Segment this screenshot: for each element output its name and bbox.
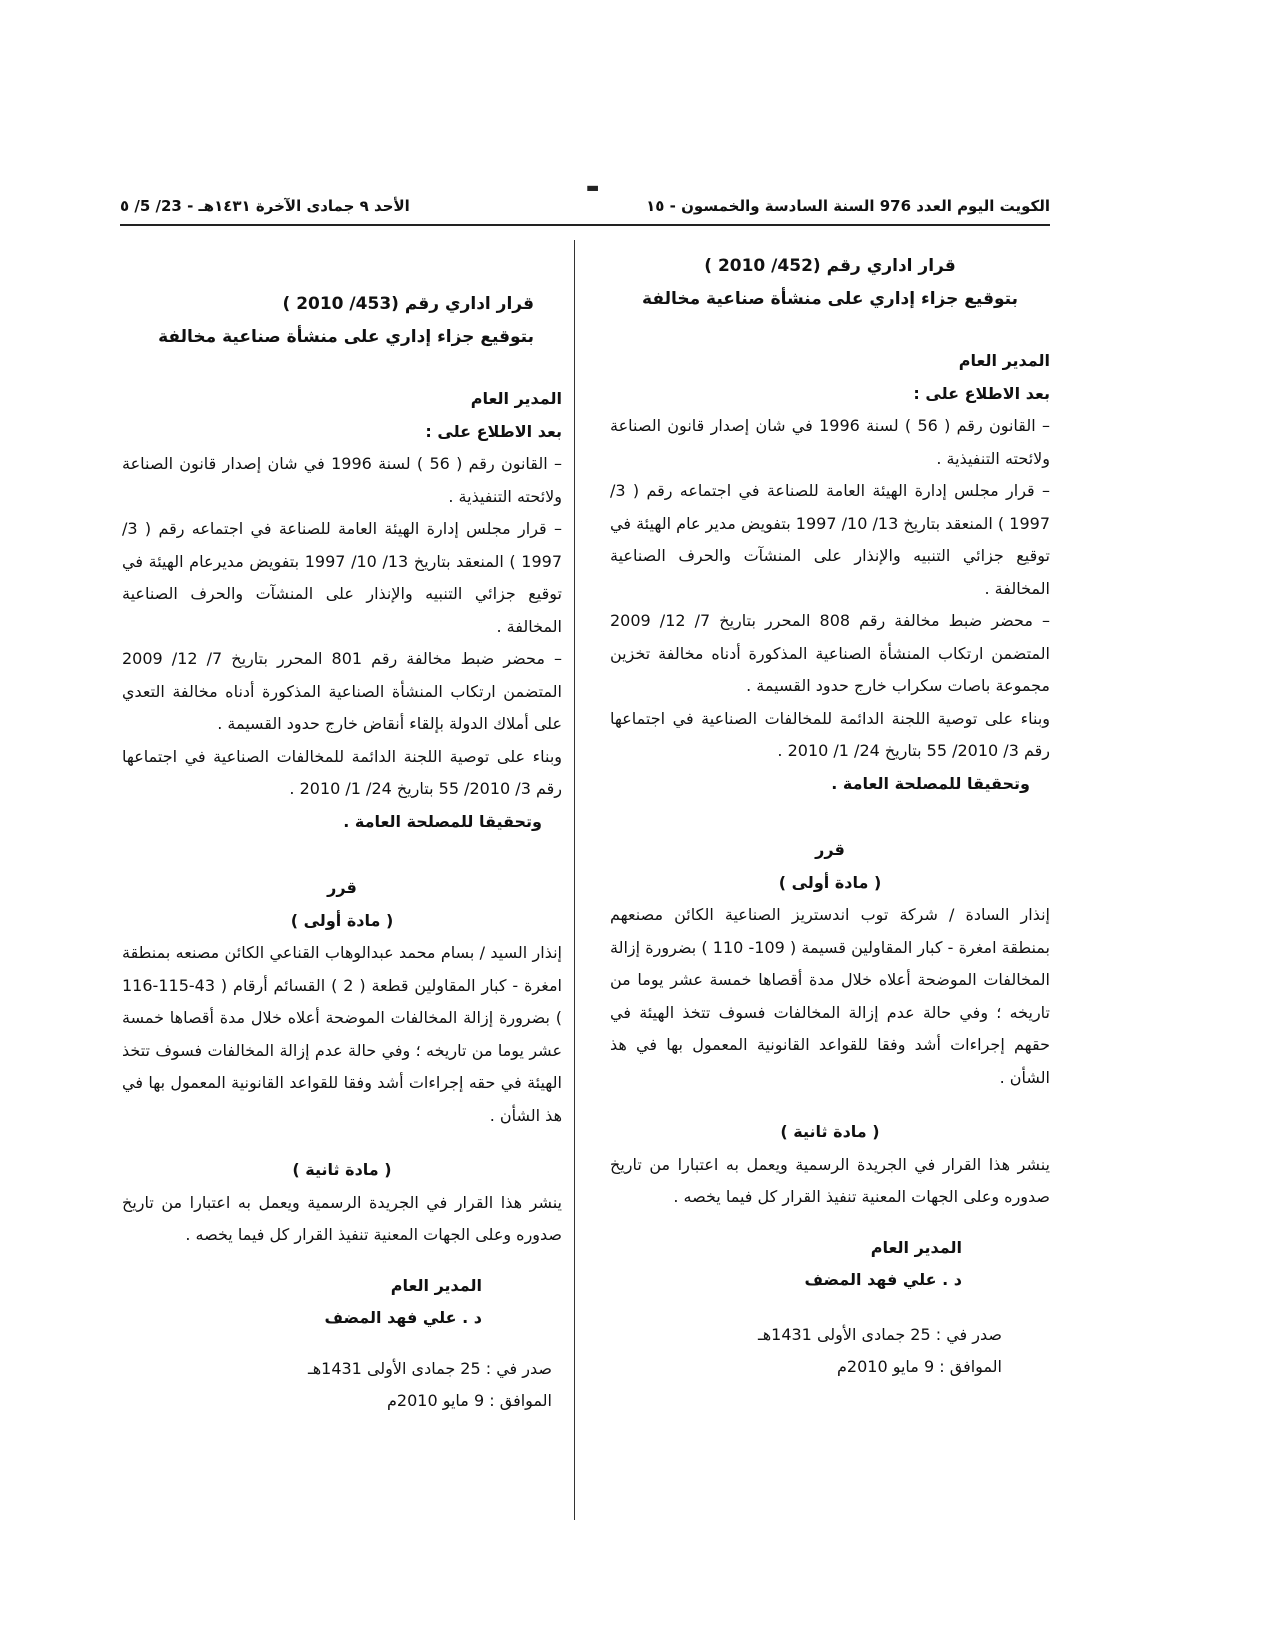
article-one-title: ( مادة أولى ) [778,872,882,892]
signature-title: المدير العام [390,1275,482,1295]
decree-title: قرار اداري رقم (452/ 2010 ) [704,256,956,276]
issue-date-block [610,1319,1050,1384]
header-rule [120,224,1050,226]
recital-paragraph: – القانون رقم ( 56 ) لسنة 1996 في شان إصدار قانون الصناعة ولائحته التنفيذية . [610,416,1051,468]
article-one-title: ( مادة أولى ) [290,910,394,930]
article-two-title: ( مادة ثانية ) [780,1122,880,1141]
signature-title: المدير العام [870,1237,962,1257]
decided-heading: قرر [327,878,357,897]
decree-452-column [610,250,1050,1384]
signature-block [122,1270,562,1335]
header-issue: الكويت اليوم العدد 976 السنة السادسة والخمسون - ١٥ [646,197,1050,215]
decided-heading: قرر [815,840,845,859]
recital-paragraph: – محضر ضبط مخالفة رقم 801 المحرر بتاريخ 7/ 12/ 2009 المتضمن ارتكاب المنشأة الصناعية المذكورة أدناه مخالفة التعدي على أملاك الدولة بإلقاء أنقاض خارج حدود القسيمة . [122,649,562,733]
article-one-text: إنذار السيد / بسام محمد عبدالوهاب القناعي الكائن مصنعه بمنطقة امغرة - كبار المقاولين قطعة ( 2 ) القسائم أرقام ( 43-115-116 ) بضرورة إزالة المخالفات الموضحة أعلاه خلال مدة أقصاها خمسة عشر يوما من تاريخه ؛ وفي حالة عدم إزالة المخالفات فسوف تتخذ الهيئة في حقه إجراءات أشد وفقا للقواعد القانونية المعمول بها في هذ الشأن . [122,943,562,1125]
issue-date-block [122,1353,562,1418]
recital-paragraph: – محضر ضبط مخالفة رقم 808 المحرر بتاريخ 7/ 12/ 2009 المتضمن ارتكاب المنشأة الصناعية المذكورة أدناه مخالفة تخزين مجموعة باصات سكراب خارج حدود القسيمة . [610,611,1050,695]
column-divider [574,240,575,1520]
signature-name: د . علي فهد المضف [804,1270,962,1289]
decree-453-column [122,288,562,1418]
signature-name: د . علي فهد المضف [324,1308,482,1327]
corresponding-line: الموافق : 9 مايو 2010م [837,1357,1002,1376]
article-two-title: ( مادة ثانية ) [292,1160,392,1179]
public-interest-line: وتحقيقا للمصلحة العامة . [343,811,542,831]
recital-paragraph: وبناء على توصية اللجنة الدائمة للمخالفات الصناعية في اجتماعها رقم 3/ 2010/ 55 بتاريخ 24/ 1/ 2010 . [122,746,562,798]
corresponding-line: الموافق : 9 مايو 2010م [387,1391,552,1410]
recital-paragraph: – قرار مجلس إدارة الهيئة العامة للصناعة في اجتماعه رقم ( 3/ 1997 ) المنعقد بتاريخ 13/ 10/ 1997 بتفويض مديرعام الهيئة في توقيع جزائي التنبيه والإنذار على المنشآت والحرف الصناعية المخالفة . [122,519,563,636]
article-two-text: ينشر هذا القرار في الجريدة الرسمية ويعمل به اعتبارا من تاريخ صدوره وعلى الجهات المعنية تنفيذ القرار كل فيما يخصه . [610,1154,1050,1206]
after-review-label: بعد الاطلاع على : [913,383,1050,403]
running-header [120,188,1050,224]
recital-paragraph: وبناء على توصية اللجنة الدائمة للمخالفات الصناعية في اجتماعها رقم 3/ 2010/ 55 بتاريخ 24/ 1/ 2010 . [610,708,1050,760]
director-label: المدير العام [958,351,1050,370]
article-two-text: ينشر هذا القرار في الجريدة الرسمية ويعمل به اعتبارا من تاريخ صدوره وعلى الجهات المعنية تنفيذ القرار كل فيما يخصه . [122,1192,562,1244]
recital-paragraph: – القانون رقم ( 56 ) لسنة 1996 في شان إصدار قانون الصناعة ولائحته التنفيذية . [122,454,563,506]
after-review-label: بعد الاطلاع على : [425,421,562,441]
recital-paragraph: – قرار مجلس إدارة الهيئة العامة للصناعة في اجتماعه رقم ( 3/ 1997 ) المنعقد بتاريخ 13/ 10/ 1997 بتفويض مدير عام الهيئة في توقيع جزائي التنبيه والإنذار على المنشآت والحرف الصناعية المخالفة . [610,481,1050,598]
issued-line: صدر في : 25 جمادى الأولى 1431هـ [758,1324,1002,1344]
decree-subtitle: بتوقيع جزاء إداري على منشأة صناعية مخالفة [642,288,1018,309]
signature-block [610,1232,1050,1297]
public-interest-line: وتحقيقا للمصلحة العامة . [831,773,1030,793]
decree-title: قرار اداري رقم (453/ 2010 ) [282,294,534,314]
header-date: الأحد ٩ جمادى الآخرة ١٤٣١هـ - 23/ 5/ ٥ [120,197,410,215]
director-label: المدير العام [470,389,562,408]
print-mark-icon: ▬ [586,180,600,196]
issued-line: صدر في : 25 جمادى الأولى 1431هـ [308,1358,552,1378]
decree-subtitle: بتوقيع جزاء إداري على منشأة صناعية مخالفة [158,326,534,347]
article-one-text: إنذار السادة / شركة توب اندستريز الصناعية الكائن مصنعهم بمنطقة امغرة - كبار المقاولين قسيمة ( 109- 110 ) بضرورة إزالة المخالفات الموضحة أعلاه خلال مدة أقصاها خمسة عشر يوما من تاريخه ؛ وفي حالة عدم إزالة المخالفات فسوف تتخذ الهيئة في حقهم إجراءات أشد وفقا للقواعد القانونية المعمول بها في هذ الشأن . [610,905,1051,1087]
